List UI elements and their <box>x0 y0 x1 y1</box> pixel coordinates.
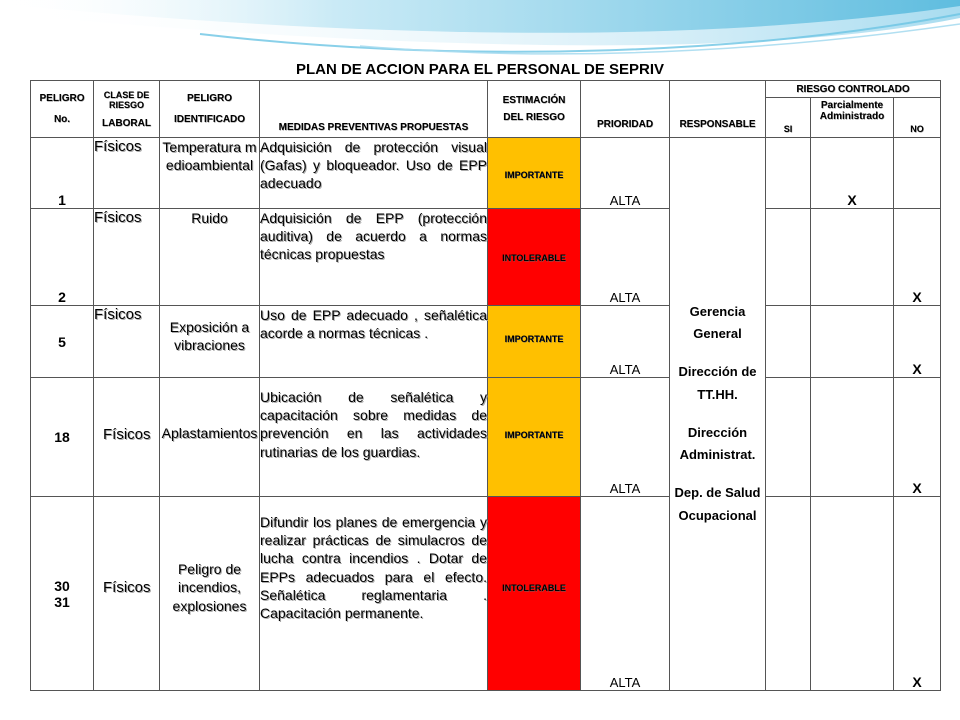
header-peligro-id <box>160 81 260 138</box>
row-estimacion: IMPORTANTE <box>488 138 581 209</box>
row-si <box>766 497 811 691</box>
row-no-mark <box>894 138 941 209</box>
row-number: 1 <box>31 138 94 209</box>
row-si <box>766 306 811 378</box>
row-parcial-mark <box>811 378 894 497</box>
row-number: 2 <box>31 209 94 306</box>
row-medidas: Adquisición de protección visual (Gafas) y bloqueador. Uso de EPP adecuado <box>260 138 488 209</box>
row-number: 5 <box>31 306 94 378</box>
row-prioridad: ALTA <box>581 378 670 497</box>
responsable-line: Dirección de <box>678 364 757 379</box>
row-prioridad: ALTA <box>581 138 670 209</box>
header-peligro-no-line2: No. <box>53 114 71 125</box>
row-prioridad: ALTA <box>581 306 670 378</box>
row-medidas: Adquisición de EPP (protección auditiva) de acuerdo a normas técnicas propuestas <box>260 209 488 306</box>
header-riesgo-controlado-text: RIESGO CONTROLADO <box>796 83 910 95</box>
header-prioridad <box>581 81 670 138</box>
header-prioridad-text: PRIORIDAD <box>596 119 654 130</box>
header-si-text: SI <box>783 124 793 134</box>
header-row <box>31 81 941 98</box>
row-no-mark: X <box>894 378 941 497</box>
table-row <box>31 497 941 691</box>
row-clase: Físicos <box>94 209 160 306</box>
header-medidas <box>260 81 488 138</box>
header-peligro-no-line1: PELIGRO <box>39 93 85 104</box>
header-peligro-id-line2: IDENTIFICADO <box>173 114 246 125</box>
responsable-line: Gerencia <box>689 303 746 319</box>
row-clase: Físicos <box>94 497 160 691</box>
row-no-mark: X <box>894 497 941 691</box>
row-clase: Físicos <box>94 138 160 209</box>
header-medidas-text: MEDIDAS PREVENTIVAS PROPUESTAS <box>278 122 469 133</box>
header-si <box>766 98 811 138</box>
header-no-text: NO <box>910 124 924 134</box>
row-parcial-mark <box>811 306 894 378</box>
row-si <box>766 138 811 209</box>
row-peligro: Peligro de incendios, explosiones <box>160 497 260 691</box>
row-clase: Físicos <box>94 306 160 378</box>
responsable-line: Ocupacional <box>678 507 757 523</box>
row-parcial-mark: X <box>811 138 894 209</box>
table-row <box>31 209 941 306</box>
row-medidas: Ubicación de señalética y capacitación sobre medidas de prevención en las actividades rutinarias de los guardias. <box>260 378 488 497</box>
header-responsable <box>670 81 766 138</box>
row-parcial-mark <box>811 209 894 306</box>
header-clase <box>94 81 160 138</box>
header-clase-line3: LABORAL <box>102 117 151 129</box>
table-row <box>31 306 941 378</box>
responsable-cell <box>670 138 766 691</box>
row-peligro: Ruido <box>160 209 260 306</box>
row-si <box>766 378 811 497</box>
responsable-line: General <box>693 326 742 342</box>
row-peligro: Temperatura medioambiental <box>160 138 260 209</box>
row-estimacion: INTOLERABLE <box>488 497 581 691</box>
row-medidas: Uso de EPP adecuado , señalética acorde a normas técnicas . <box>260 306 488 378</box>
row-number: 18 <box>31 378 94 497</box>
header-parcial-line2: Administrado <box>819 111 885 122</box>
page-title: PLAN DE ACCION PARA EL PERSONAL DE SEPRIV <box>295 61 665 78</box>
row-no-mark: X <box>894 306 941 378</box>
responsable-line: TT.HH. <box>697 386 738 402</box>
table-row <box>31 378 941 497</box>
header-peligro-id-line1: PELIGRO <box>186 93 232 104</box>
header-estimacion <box>488 81 581 138</box>
row-si <box>766 209 811 306</box>
row-clase: Físicos <box>94 378 160 497</box>
responsable-line: Dep. de Salud <box>674 485 761 500</box>
row-prioridad: ALTA <box>581 209 670 306</box>
row-prioridad: ALTA <box>581 497 670 691</box>
row-number: 30 31 <box>31 497 94 691</box>
header-peligro-no <box>31 81 94 138</box>
header-no <box>894 98 941 138</box>
header-parcial <box>811 98 894 138</box>
row-no-mark: X <box>894 209 941 306</box>
responsable-line: Administrat. <box>679 447 756 463</box>
responsable-line: Dirección <box>687 424 748 440</box>
row-medidas: Difundir los planes de emergencia y realizar prácticas de simulacros de lucha contra incendios . Dotar de EPPs adecuados para el efecto. Señalética reglamentaria . Capacitación permanente. <box>260 497 488 691</box>
row-estimacion: IMPORTANTE <box>488 306 581 378</box>
header-riesgo-controlado <box>766 81 941 98</box>
header-estimacion-line2: DEL RIESGO <box>503 112 565 123</box>
row-parcial-mark <box>811 497 894 691</box>
header-clase-line1: CLASE DE <box>103 89 150 100</box>
header-clase-line2: RIESGO <box>108 99 144 110</box>
row-peligro: Exposición a vibraciones <box>160 306 260 378</box>
row-estimacion: IMPORTANTE <box>488 378 581 497</box>
header-parcial-line1: Parcialmente <box>820 100 884 111</box>
header-estimacion-line1: ESTIMACIÓN <box>502 95 566 106</box>
header-responsable-text: RESPONSABLE <box>679 119 756 130</box>
row-peligro: Aplastamientos <box>160 378 260 497</box>
table-row <box>31 138 941 209</box>
action-plan-table <box>30 80 941 691</box>
row-estimacion: INTOLERABLE <box>488 209 581 306</box>
